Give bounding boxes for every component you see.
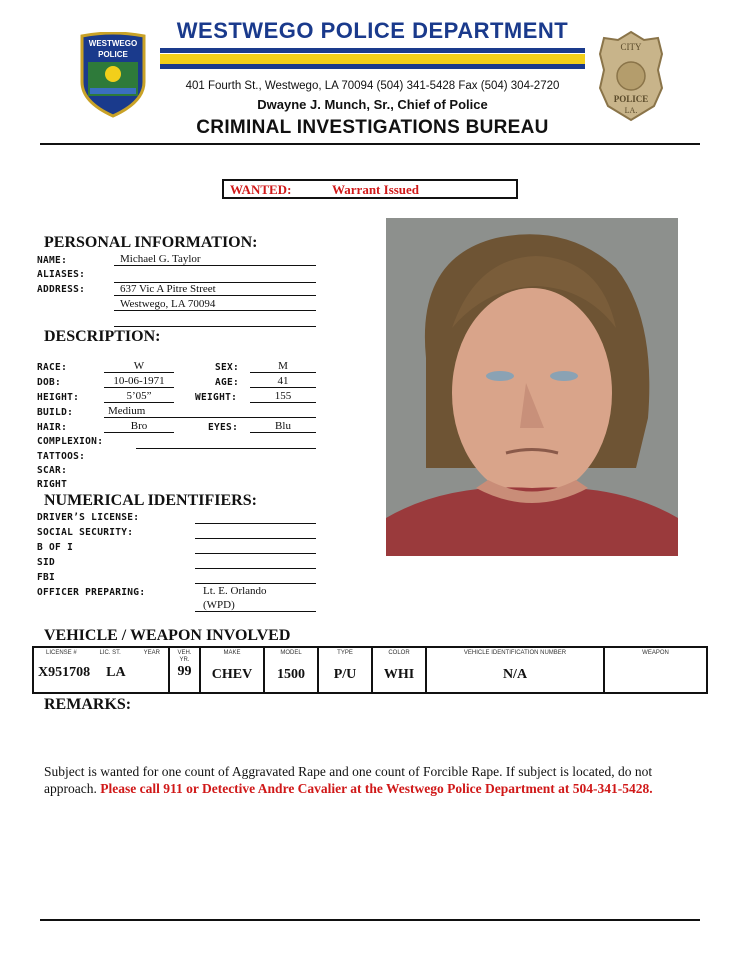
complexion-label: COMPLEXION: — [37, 436, 104, 447]
officer-name: Lt. E. Orlando — [203, 585, 267, 597]
social-security-label: SOCIAL SECURITY: — [37, 527, 134, 538]
svg-text:POLICE: POLICE — [613, 94, 649, 104]
name-label: NAME: — [37, 255, 68, 266]
vehicle-weapon-heading: VEHICLE / WEAPON INVOLVED — [44, 627, 291, 644]
eyes-value: Blu — [250, 420, 316, 433]
col-vin-header: VEHICLE IDENTIFICATION NUMBER — [463, 650, 567, 656]
tattoos-label: TATTOOS: — [37, 451, 86, 462]
numerical-identifiers-heading: NUMERICAL IDENTIFIERS: — [44, 492, 257, 509]
officer-preparing-label: OFFICER PREPARING: — [37, 587, 146, 598]
color-value: WHI — [383, 667, 415, 682]
vehicle-vin-cell — [426, 647, 604, 693]
wanted-label: WANTED: — [230, 182, 292, 197]
weight-value: 155 — [250, 390, 316, 403]
bureau-title: CRIMINAL INVESTIGATIONS BUREAU — [196, 117, 549, 138]
col-state-header: LIC. ST. — [99, 650, 121, 656]
personal-information-heading: PERSONAL INFORMATION: — [44, 234, 258, 251]
eyes-label: EYES: — [208, 422, 239, 433]
header-stripe-yellow — [160, 54, 585, 64]
b-of-i-label: B OF I — [37, 542, 74, 553]
hair-label: HAIR: — [37, 422, 68, 433]
vin-value: N/A — [502, 667, 528, 682]
fbi-label: FBI — [37, 572, 56, 583]
svg-text:WESTWEGO: WESTWEGO — [88, 39, 138, 48]
vehicle-table — [32, 646, 708, 694]
col-type-header: TYPE — [337, 650, 353, 656]
address-line-3 — [114, 313, 316, 327]
model-value: 1500 — [277, 667, 305, 682]
vehicle-color-cell — [372, 647, 426, 693]
hair-value: Bro — [104, 420, 174, 433]
remarks-text-block — [44, 763, 704, 797]
dob-value: 10-06-1971 — [104, 375, 174, 388]
aliases-line — [114, 268, 316, 283]
col-license-header: LICENSE # — [46, 650, 77, 656]
department-address: 401 Fourth St., Westwego, LA 70094 (504) 341-5428 Fax (504) 304-2720 — [185, 80, 560, 92]
col-color-header: COLOR — [388, 650, 410, 656]
description-heading: DESCRIPTION: — [44, 328, 161, 345]
make-value: CHEV — [211, 667, 253, 682]
vehicle-year-cell — [169, 647, 200, 693]
remarks-text: Subject is wanted for one count of Aggravated Rape and one count of Forcible Rape. If subject is located, do not approach. — [44, 764, 653, 796]
vehicle-weapon-cell — [604, 647, 707, 693]
state-value: LA — [106, 665, 126, 680]
race-value: W — [104, 360, 174, 373]
svg-text:CITY: CITY — [620, 42, 642, 52]
b-of-i-line — [195, 541, 316, 554]
address-line-1: 637 Vic A Pitre Street — [114, 283, 316, 296]
complexion-line — [136, 435, 316, 449]
weight-label: WEIGHT: — [195, 392, 238, 403]
svg-text:LA.: LA. — [624, 106, 638, 115]
drivers-license-label: DRIVER’S LICENSE: — [37, 512, 140, 523]
build-value: Medium — [104, 405, 316, 418]
header-divider — [40, 143, 700, 145]
address-line-2: Westwego, LA 70094 — [114, 298, 316, 311]
westwego-police-patch-logo — [78, 32, 148, 118]
footer-divider — [40, 919, 700, 921]
suspect-mugshot-photo — [386, 218, 678, 556]
license-value: X951708 — [38, 665, 91, 680]
col-veh-yr-header: VEH. YR. — [177, 650, 192, 663]
vehicle-license-cell — [33, 647, 169, 693]
header-stripe-blue-top — [160, 48, 585, 53]
department-title: WESTWEGO POLICE DEPARTMENT — [176, 18, 569, 43]
vehicle-type-cell — [318, 647, 372, 693]
sex-value: M — [250, 360, 316, 373]
chief-of-police: Dwayne J. Munch, Sr., Chief of Police — [257, 97, 488, 112]
table-row — [33, 647, 707, 693]
col-year-header: YEAR — [143, 650, 160, 656]
scar-label: SCAR: — [37, 465, 68, 476]
col-weapon-header: WEAPON — [642, 650, 669, 656]
age-label: AGE: — [215, 377, 240, 388]
age-value: 41 — [250, 375, 316, 388]
height-label: HEIGHT: — [37, 392, 80, 403]
svg-text:POLICE: POLICE — [98, 50, 128, 59]
height-value: 5’05” — [104, 390, 174, 403]
right-label: RIGHT — [37, 479, 68, 490]
name-value: Michael G. Taylor — [114, 253, 316, 266]
drivers-license-line — [195, 511, 316, 524]
officer-agency: (WPD) — [195, 599, 316, 612]
address-label: ADDRESS: — [37, 284, 86, 295]
build-label: BUILD: — [37, 407, 74, 418]
aliases-label: ALIASES: — [37, 269, 86, 280]
sid-label: SID — [37, 557, 56, 568]
city-police-badge-logo — [596, 30, 666, 122]
remarks-call-text: Please call 911 or Detective Andre Cavalier at the Westwego Police Department at 504-341-5428. — [100, 781, 653, 796]
col-make-header: MAKE — [223, 650, 241, 656]
race-label: RACE: — [37, 362, 68, 373]
veh-yr-value: 99 — [177, 664, 192, 679]
col-model-header: MODEL — [280, 650, 302, 656]
fbi-line — [195, 571, 316, 584]
social-security-line — [195, 526, 316, 539]
dob-label: DOB: — [37, 377, 62, 388]
type-value: P/U — [333, 667, 357, 682]
wanted-status: Warrant Issued — [332, 182, 420, 197]
vehicle-make-cell — [200, 647, 264, 693]
sex-label: SEX: — [215, 362, 240, 373]
vehicle-model-cell — [264, 647, 318, 693]
sid-line — [195, 556, 316, 569]
header-stripe-blue-bottom — [160, 64, 585, 69]
remarks-heading: REMARKS: — [44, 696, 132, 713]
